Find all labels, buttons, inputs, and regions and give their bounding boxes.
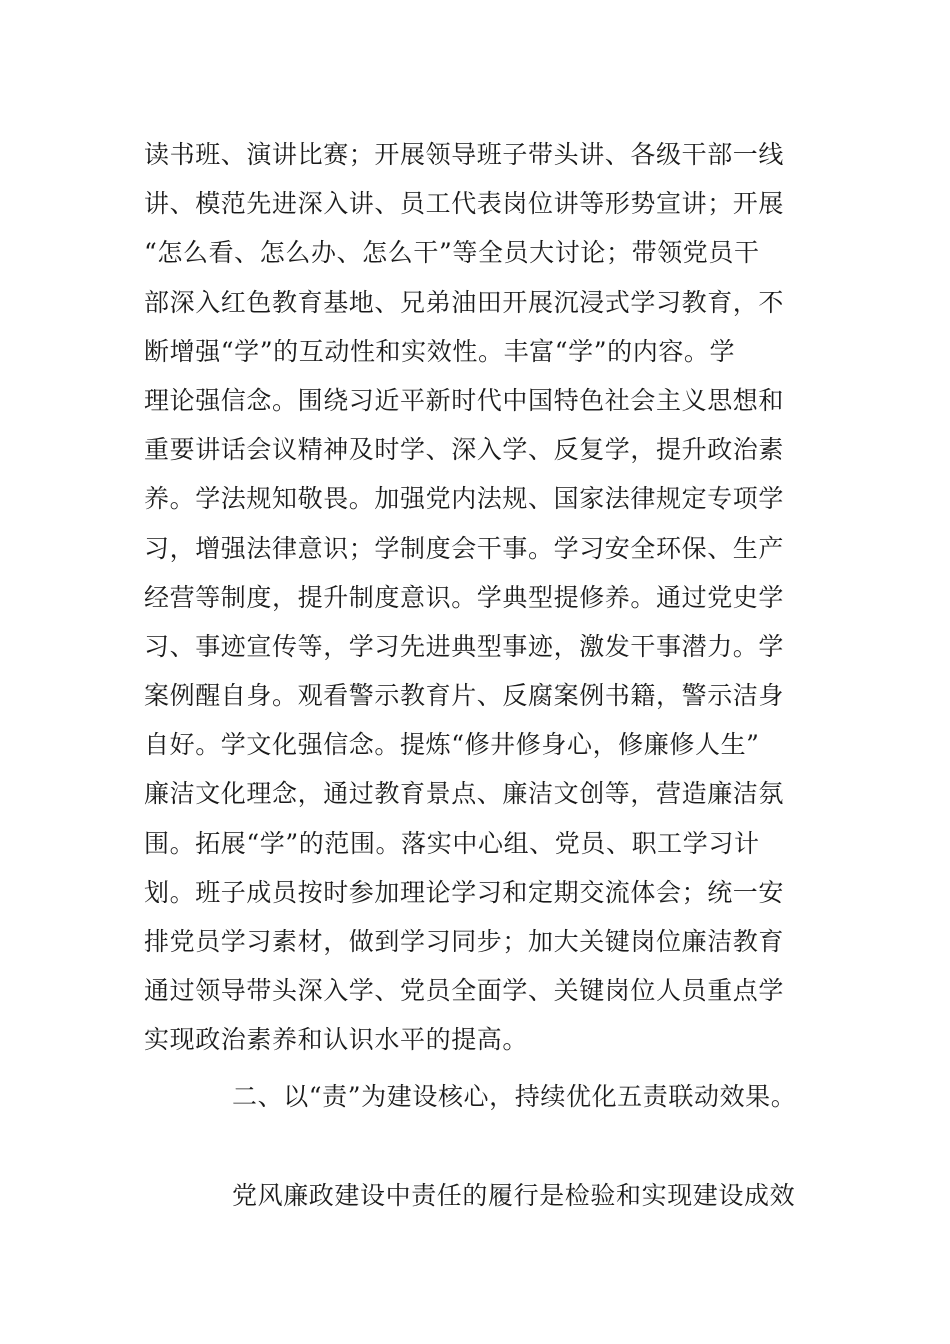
paragraph-line: “怎么看、怎么办、怎么干”等全员大讨论；带领党员干 [144, 238, 760, 268]
paragraph-line: 理论强信念。围绕习近平新时代中国特色社会主义思想和 [144, 385, 785, 415]
paragraph-line: 习，增强法律意识；学制度会干事。学习安全环保、生产 [144, 533, 785, 563]
section-heading: 二、以“责”为建设核心，持续优化五责联动效果。 [232, 1082, 797, 1111]
paragraph-line: 断增强“学”的互动性和实效性。丰富“学”的内容。学 [144, 336, 736, 366]
body-paragraph [144, 130, 816, 1065]
paragraph-line: 经营等制度，提升制度意识。学典型提修养。通过党史学 [144, 582, 785, 612]
paragraph-line: 部深入红色教育基地、兄弟油田开展沉浸式学习教育，不 [144, 287, 785, 317]
paragraph-line: 排党员学习素材，做到学习同步；加大关键岗位廉洁教育 [144, 927, 785, 956]
paragraph-line: 廉洁文化理念，通过教育景点、廉洁文创等，营造廉洁氛 [144, 779, 785, 809]
paragraph-line: 读书班、演讲比赛；开展领导班子带头讲、各级干部一线 [144, 140, 785, 169]
paragraph-line: 养。学法规知敬畏。加强党内法规、国家法律规定专项学 [144, 484, 785, 514]
paragraph-line: 通过领导带头深入学、党员全面学、关键岗位人员重点学 [144, 976, 785, 1006]
next-paragraph-start: 党风廉政建设中责任的履行是检验和实现建设成效 [232, 1181, 796, 1210]
paragraph-line: 围。拓展“学”的范围。落实中心组、党员、职工学习计 [144, 828, 760, 858]
paragraph-line: 讲、模范先进深入讲、员工代表岗位讲等形势宣讲；开展 [144, 189, 785, 219]
paragraph-line: 案例醒自身。观看警示教育片、反腐案例书籍，警示洁身 [144, 681, 785, 711]
paragraph-line: 自好。学文化强信念。提炼“修井修身心，修廉修人生” [144, 730, 760, 760]
paragraph-line: 重要讲话会议精神及时学、深入学、反复学，提升政治素 [144, 435, 785, 465]
paragraph-line: 实现政治素养和认识水平的提高。 [144, 1025, 529, 1055]
paragraph-line: 划。班子成员按时参加理论学习和定期交流体会；统一安 [144, 877, 785, 907]
paragraph-line: 习、事迹宣传等，学习先进典型事迹，激发干事潜力。学 [144, 631, 785, 661]
